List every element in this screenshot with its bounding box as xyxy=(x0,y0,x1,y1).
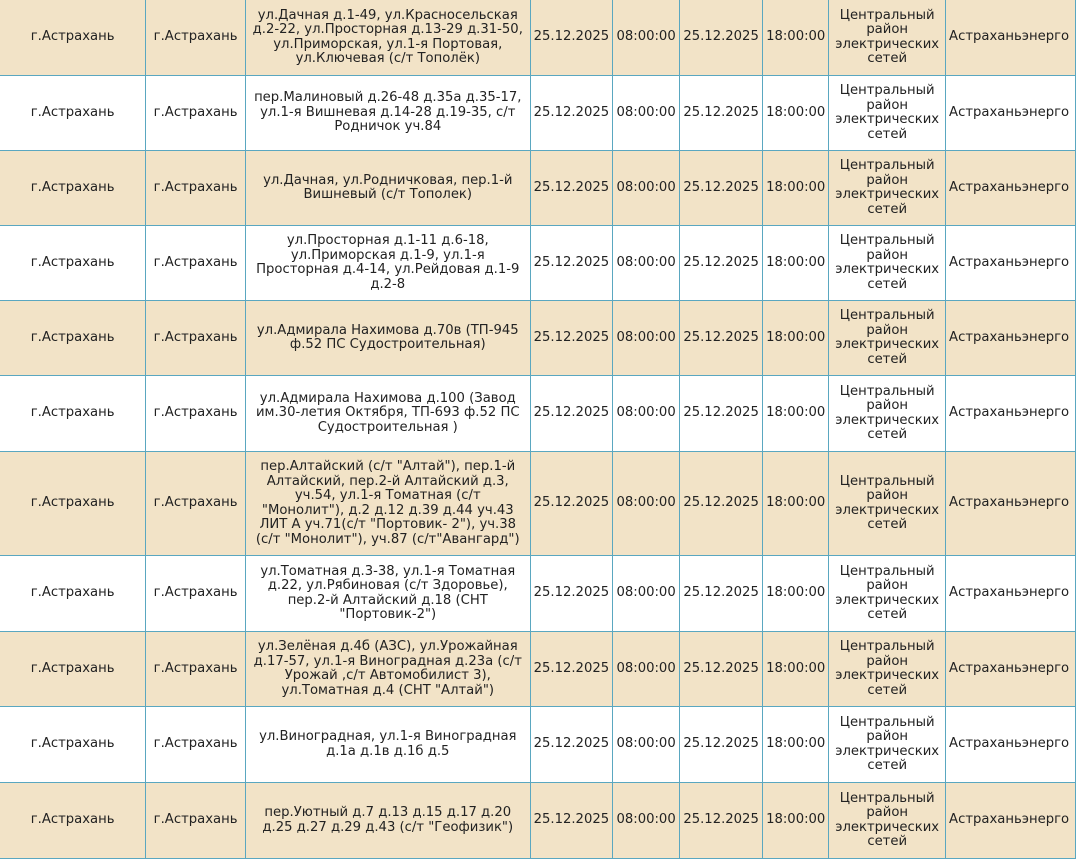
start-date-cell: 25.12.2025 xyxy=(530,301,613,376)
start-date-cell: 25.12.2025 xyxy=(530,452,613,556)
locality-cell: г.Астрахань xyxy=(146,783,246,859)
locality-cell: г.Астрахань xyxy=(146,151,246,226)
district-cell: Центральный район электрических сетей xyxy=(829,556,946,632)
start-time-cell: 08:00:00 xyxy=(613,76,680,151)
address-cell: ул.Виноградная, ул.1-я Виноградная д.1а д.1в д.1б д.5 xyxy=(245,707,530,783)
district-cell: Центральный район электрических сетей xyxy=(829,0,946,76)
start-date-cell: 25.12.2025 xyxy=(530,76,613,151)
start-date-cell: 25.12.2025 xyxy=(530,376,613,452)
end-date-cell: 25.12.2025 xyxy=(680,707,763,783)
district-cell: Центральный район электрических сетей xyxy=(829,376,946,452)
table-row xyxy=(0,76,1076,151)
table-row xyxy=(0,452,1076,556)
district-cell: Центральный район электрических сетей xyxy=(829,632,946,707)
city-cell: г.Астрахань xyxy=(0,376,146,452)
city-cell: г.Астрахань xyxy=(0,707,146,783)
address-cell: пер.Алтайский (с/т "Алтай"), пер.1-й Алтайский, пер.2-й Алтайский д.3, уч.54, ул.1-я Томатная (с/т "Монолит"), д.2 д.12 д.39 д.44 уч.43 ЛИТ А уч.71(с/т "Портовик- 2"), уч.38 (с/т "Монолит"), уч.87 (с/т"Авангард") xyxy=(245,452,530,556)
table-row xyxy=(0,783,1076,859)
locality-cell: г.Астрахань xyxy=(146,76,246,151)
end-time-cell: 18:00:00 xyxy=(763,226,829,301)
start-date-cell: 25.12.2025 xyxy=(530,783,613,859)
city-cell: г.Астрахань xyxy=(0,151,146,226)
locality-cell: г.Астрахань xyxy=(146,0,246,76)
district-cell: Центральный район электрических сетей xyxy=(829,151,946,226)
table-row xyxy=(0,556,1076,632)
organization-cell: Астраханьэнерго xyxy=(946,226,1076,301)
start-time-cell: 08:00:00 xyxy=(613,0,680,76)
end-time-cell: 18:00:00 xyxy=(763,632,829,707)
end-time-cell: 18:00:00 xyxy=(763,707,829,783)
end-date-cell: 25.12.2025 xyxy=(680,632,763,707)
city-cell: г.Астрахань xyxy=(0,452,146,556)
locality-cell: г.Астрахань xyxy=(146,452,246,556)
organization-cell: Астраханьэнерго xyxy=(946,452,1076,556)
start-date-cell: 25.12.2025 xyxy=(530,151,613,226)
end-date-cell: 25.12.2025 xyxy=(680,0,763,76)
start-time-cell: 08:00:00 xyxy=(613,783,680,859)
start-time-cell: 08:00:00 xyxy=(613,632,680,707)
end-date-cell: 25.12.2025 xyxy=(680,301,763,376)
start-time-cell: 08:00:00 xyxy=(613,376,680,452)
start-time-cell: 08:00:00 xyxy=(613,707,680,783)
address-cell: ул.Адмирала Нахимова д.70в (ТП-945 ф.52 ПС Судостроительная) xyxy=(245,301,530,376)
district-cell: Центральный район электрических сетей xyxy=(829,301,946,376)
city-cell: г.Астрахань xyxy=(0,76,146,151)
table-row xyxy=(0,226,1076,301)
organization-cell: Астраханьэнерго xyxy=(946,632,1076,707)
start-date-cell: 25.12.2025 xyxy=(530,0,613,76)
organization-cell: Астраханьэнерго xyxy=(946,556,1076,632)
table-row xyxy=(0,376,1076,452)
city-cell: г.Астрахань xyxy=(0,556,146,632)
table-row xyxy=(0,301,1076,376)
end-date-cell: 25.12.2025 xyxy=(680,76,763,151)
locality-cell: г.Астрахань xyxy=(146,707,246,783)
end-time-cell: 18:00:00 xyxy=(763,783,829,859)
end-time-cell: 18:00:00 xyxy=(763,556,829,632)
table-row xyxy=(0,0,1076,76)
address-cell: пер.Уютный д.7 д.13 д.15 д.17 д.20 д.25 д.27 д.29 д.43 (с/т "Геофизик") xyxy=(245,783,530,859)
end-time-cell: 18:00:00 xyxy=(763,0,829,76)
address-cell: ул.Просторная д.1-11 д.6-18, ул.Приморская д.1-9, ул.1-я Просторная д.4-14, ул.Рейдовая д.1-9 д.2-8 xyxy=(245,226,530,301)
end-time-cell: 18:00:00 xyxy=(763,376,829,452)
city-cell: г.Астрахань xyxy=(0,301,146,376)
address-cell: ул.Дачная, ул.Родничковая, пер.1-й Вишневый (с/т Тополек) xyxy=(245,151,530,226)
city-cell: г.Астрахань xyxy=(0,0,146,76)
locality-cell: г.Астрахань xyxy=(146,226,246,301)
end-date-cell: 25.12.2025 xyxy=(680,556,763,632)
district-cell: Центральный район электрических сетей xyxy=(829,226,946,301)
address-cell: ул.Томатная д.3-38, ул.1-я Томатная д.22, ул.Рябиновая (с/т Здоровье), пер.2-й Алтайский д.18 (СНТ "Портовик-2") xyxy=(245,556,530,632)
address-cell: ул.Адмирала Нахимова д.100 (Завод им.30-летия Октября, ТП-693 ф.52 ПС Судостроительная ) xyxy=(245,376,530,452)
start-time-cell: 08:00:00 xyxy=(613,301,680,376)
table-row xyxy=(0,632,1076,707)
start-date-cell: 25.12.2025 xyxy=(530,707,613,783)
address-cell: ул.Дачная д.1-49, ул.Красносельская д.2-22, ул.Просторная д.13-29 д.31-50, ул.Приморская, ул.1-я Портовая, ул.Ключевая (с/т Тополёк) xyxy=(245,0,530,76)
start-time-cell: 08:00:00 xyxy=(613,226,680,301)
city-cell: г.Астрахань xyxy=(0,226,146,301)
district-cell: Центральный район электрических сетей xyxy=(829,452,946,556)
table-row xyxy=(0,151,1076,226)
organization-cell: Астраханьэнерго xyxy=(946,151,1076,226)
district-cell: Центральный район электрических сетей xyxy=(829,783,946,859)
start-date-cell: 25.12.2025 xyxy=(530,226,613,301)
end-date-cell: 25.12.2025 xyxy=(680,226,763,301)
end-time-cell: 18:00:00 xyxy=(763,452,829,556)
end-date-cell: 25.12.2025 xyxy=(680,452,763,556)
locality-cell: г.Астрахань xyxy=(146,632,246,707)
organization-cell: Астраханьэнерго xyxy=(946,783,1076,859)
address-cell: пер.Малиновый д.26-48 д.35а д.35-17, ул.1-я Вишневая д.14-28 д.19-35, с/т Родничок уч.84 xyxy=(245,76,530,151)
organization-cell: Астраханьэнерго xyxy=(946,76,1076,151)
organization-cell: Астраханьэнерго xyxy=(946,376,1076,452)
district-cell: Центральный район электрических сетей xyxy=(829,707,946,783)
organization-cell: Астраханьэнерго xyxy=(946,301,1076,376)
end-time-cell: 18:00:00 xyxy=(763,151,829,226)
end-date-cell: 25.12.2025 xyxy=(680,376,763,452)
end-time-cell: 18:00:00 xyxy=(763,301,829,376)
locality-cell: г.Астрахань xyxy=(146,376,246,452)
end-date-cell: 25.12.2025 xyxy=(680,151,763,226)
district-cell: Центральный район электрических сетей xyxy=(829,76,946,151)
end-time-cell: 18:00:00 xyxy=(763,76,829,151)
city-cell: г.Астрахань xyxy=(0,632,146,707)
locality-cell: г.Астрахань xyxy=(146,301,246,376)
end-date-cell: 25.12.2025 xyxy=(680,783,763,859)
address-cell: ул.Зелёная д.4б (АЗС), ул.Урожайная д.17-57, ул.1-я Виноградная д.23а (с/т Урожай ,с/т Автомобилист 3), ул.Томатная д.4 (СНТ "Алтай") xyxy=(245,632,530,707)
start-date-cell: 25.12.2025 xyxy=(530,556,613,632)
start-time-cell: 08:00:00 xyxy=(613,452,680,556)
start-time-cell: 08:00:00 xyxy=(613,556,680,632)
table-row xyxy=(0,707,1076,783)
start-time-cell: 08:00:00 xyxy=(613,151,680,226)
city-cell: г.Астрахань xyxy=(0,783,146,859)
locality-cell: г.Астрахань xyxy=(146,556,246,632)
organization-cell: Астраханьэнерго xyxy=(946,707,1076,783)
organization-cell: Астраханьэнерго xyxy=(946,0,1076,76)
start-date-cell: 25.12.2025 xyxy=(530,632,613,707)
